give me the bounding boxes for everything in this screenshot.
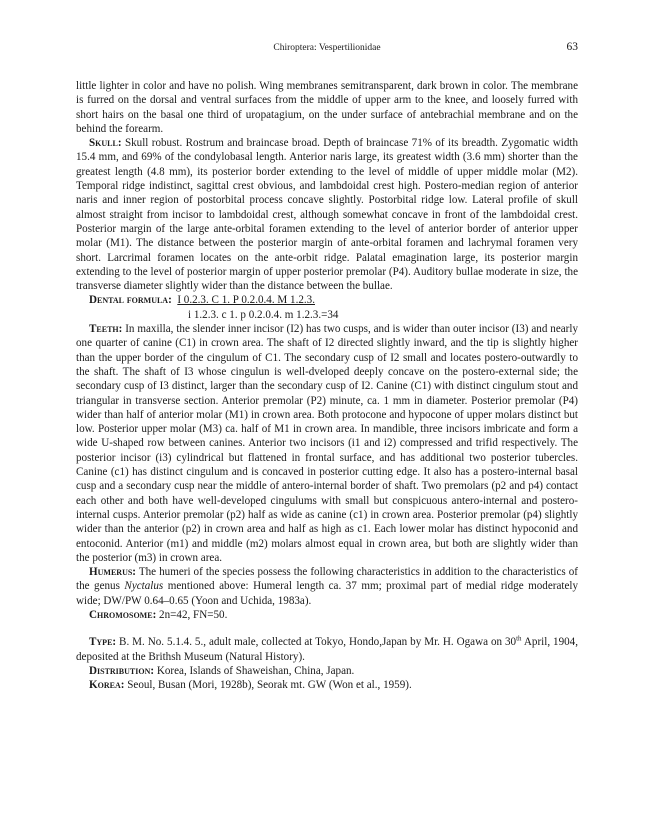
running-title: Chiroptera: Vespertilionidae [273, 43, 381, 53]
korea-label: Korea: [89, 679, 125, 692]
type-paragraph [76, 635, 578, 664]
section-spacer [76, 622, 578, 635]
chromosome-label: Chromosome: [89, 608, 157, 621]
humerus-text-before: The humeri of the species possess the following characteristics in addition to the characteristics of the genus [76, 566, 578, 593]
type-text-after: April, 1904, deposited at the Brithsh Museum (Natural History). [76, 636, 579, 663]
dental-formula-lower: i 1.2.3. c 1. p 0.2.0.4. m 1.2.3.=34 [188, 308, 339, 321]
teeth-label: Teeth: [89, 323, 123, 336]
type-text-before: B. M. No. 5.1.4. 5., adult male, collected at Tokyo, Hondo,Japan by Mr. H. Ogawa on 30 [119, 636, 517, 649]
dental-formula-upper: I 0.2.3. C 1. P 0.2.0.4. M 1.2.3. [177, 294, 315, 307]
dental-formula [76, 293, 578, 322]
chromosome-paragraph [76, 608, 578, 622]
teeth-paragraph [76, 322, 578, 565]
skull-label: Skull: [89, 137, 122, 150]
intro-paragraph [76, 79, 578, 136]
type-label: Type: [89, 636, 117, 649]
korea-text: Seoul, Busan (Mori, 1928b), Seorak mt. GW (Won et al., 1959). [127, 679, 412, 692]
humerus-label: Humerus: [89, 566, 136, 579]
humerus-text-after: mentioned above: Humeral length ca. 37 mm; proximal part of medial ridge moderately wide; DW/PW 0.64–0.65 (Yoon and Uchida, 1983a). [76, 580, 579, 607]
dental-label: Dental formula: [89, 294, 172, 307]
teeth-text: In maxilla, the slender inner incisor (I2) has two cusps, and is wider than outer incisor (I3) and nearly one quarter of canine (C1) in crown area. The shaft of I2 directed slightly inward, and the tip is slightly higher than the upper border of the cingulum of C1. The secondary cusp of I2 small and locates postero-outwardly to the shaft. The shaft of I3 whose cingulun is well-dveloped deeply concave on the postero-external side; the secondary cusp of I3 distinct, larger than the secondary cusp of I2. Canine (C1) with distinct cingulum stout and triangular in transverse section. Anterior premolar (P2) minute, ca. 1 mm in diameter. Posterior premolar (P4) wider than half of anterior molar (M1) in crown area. Both protocone and hypocone of upper molars distinct but low. Posterior upper molar (M3) ca. half of M1 in crown area. In mandible, three incisors imbricate and form a wide U-shaped row between canines. Anterior two incisors (i1 and i2) compressed and trifid respectively. The posterior incisor (i3) cylindrical but flattened in frontal surface, and has additional two posterior tubercles. Canine (c1) has distinct cingulum and is concaved in posterior cutting edge. It also has a postero-internal basal cusp and a secondary cusp near the middle of antero-internal border of shaft. Two premolars (p2 and p4) contact each other and both have well-developed cingulums with small but conspicuous antero-internal and postero-internal cusps. Anterior premolar (p2) half as wide as canine (c1) in crown area. Posterior premolar (p4) slightly wider than the anterior (p2) in crown area and half as high as c1. Each lower molar has distinct hypoconid and entoconid. Anterior (m1) and middle (m2) molars almost equal in crown area, but both are slightly wider than the posterior (m3) in crown area. [76, 323, 578, 564]
distribution-paragraph [76, 664, 578, 678]
humerus-paragraph [76, 565, 578, 608]
page-header [76, 41, 578, 55]
genus-name: Nyctalus [124, 580, 164, 593]
skull-paragraph [76, 136, 578, 293]
distribution-label: Distribution: [89, 664, 155, 677]
distribution-text: Korea, Islands of Shaweishan, China, Japan. [156, 664, 355, 677]
chromosome-text: 2n=42, FN=50. [159, 608, 228, 621]
skull-text: Skull robust. Rostrum and braincase broad. Depth of braincase 71% of its breadth. Zygomatic width 15.4 mm, and 69% of the condylobasal length. Anterior naris large, its greatest width (3.6 mm) shorter than the greatest length (4.8 mm), its posterior border extending to the level of middle of upper middle molar (M2). Temporal ridge indistinct, sagittal crest obvious, and lambdoidal crest high. Postero-median region of anterior naris and inner region of postorbital process concave slightly. Postorbital ridge low. Lateral profile of skull almost straight from incisor to lambdoidal crest, although somewhat concave in front of the lambdoidal crest. Posterior margin of the large ante-orbital foramen extending to the level of anterior border of anterior upper molar (M1). The distance between the posterior margin of ante-orbital foramen and lachrymal foramen very short. Larcrimal foramen locates on the ante-orbit ridge. Palatal emagination large, its posterior margin extending to the level of posterior margin of upper posterior premolar (P4). Auditory bullae moderate in size, the transverse diameter slightly wider than the distance between the bullae. [76, 137, 578, 293]
type-superscript: th [516, 634, 522, 643]
body-text [76, 79, 578, 692]
page-number: 63 [566, 41, 578, 53]
korea-paragraph [76, 678, 578, 692]
intro-text: little lighter in color and have no polish. Wing membranes semitransparent, dark brown in color. The membrane is furred on the dorsal and ventral surfaces from the middle of upper arm to the knee, and loosely furred with short hairs on the basal one third of uropatagium, on the under surface of antebrachial membrane and on the behind the forearm. [76, 80, 578, 135]
